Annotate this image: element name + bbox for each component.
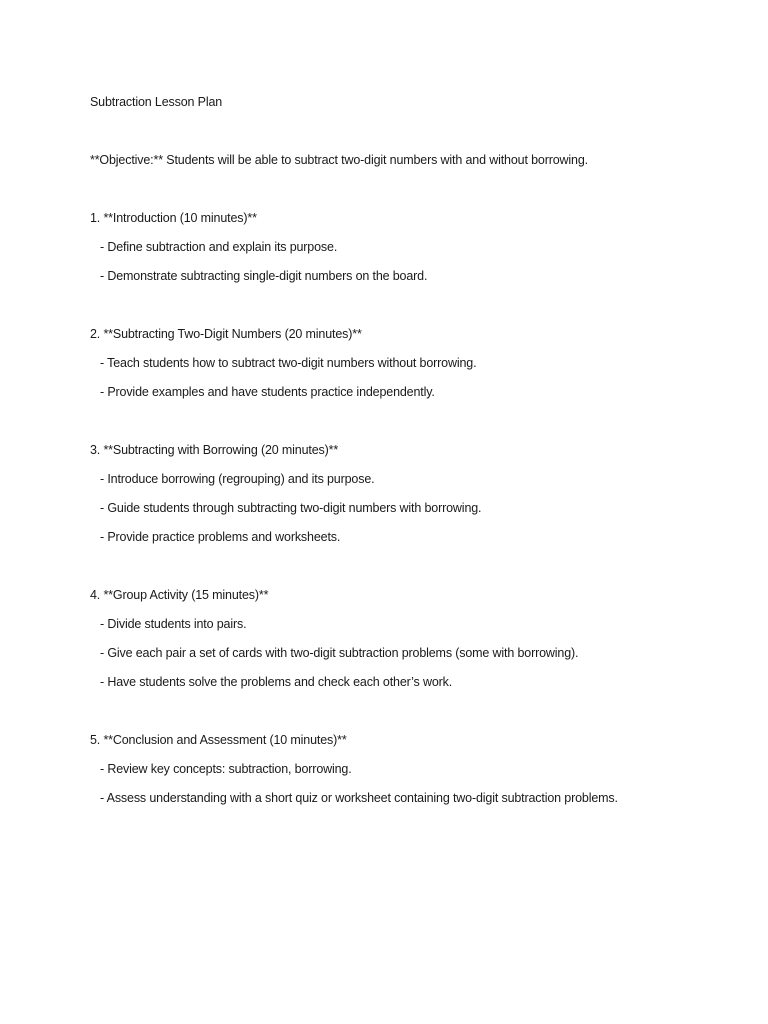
spacer xyxy=(90,413,730,442)
list-item: - Provide examples and have students practice independently. xyxy=(100,385,435,399)
list-item: - Assess understanding with a short quiz or worksheet containing two-digit subtraction problems. xyxy=(100,791,618,805)
section-two-digit xyxy=(90,326,730,413)
section-heading: 5. **Conclusion and Assessment (10 minutes)** xyxy=(90,733,347,747)
list-item: - Guide students through subtracting two-digit numbers with borrowing. xyxy=(100,501,482,515)
list-item: - Divide students into pairs. xyxy=(100,617,247,631)
list-item: - Define subtraction and explain its purpose. xyxy=(100,240,338,254)
list-item: - Introduce borrowing (regrouping) and its purpose. xyxy=(100,472,375,486)
section-heading: 1. **Introduction (10 minutes)** xyxy=(90,211,257,225)
spacer xyxy=(90,297,730,326)
spacer xyxy=(90,558,730,587)
section-heading: 3. **Subtracting with Borrowing (20 minutes)** xyxy=(90,443,339,457)
document-title: Subtraction Lesson Plan xyxy=(90,95,223,109)
section-heading: 4. **Group Activity (15 minutes)** xyxy=(90,588,269,602)
list-item: - Review key concepts: subtraction, borrowing. xyxy=(100,762,352,776)
section-borrowing xyxy=(90,442,730,558)
list-item: - Teach students how to subtract two-digit numbers without borrowing. xyxy=(100,356,477,370)
spacer xyxy=(90,181,730,210)
list-item: - Give each pair a set of cards with two-digit subtraction problems (some with borrowing). xyxy=(100,646,579,660)
document-page xyxy=(90,94,730,819)
section-introduction xyxy=(90,210,730,297)
objective-text: **Objective:** Students will be able to subtract two-digit numbers with and without borrowing. xyxy=(90,153,588,167)
section-heading: 2. **Subtracting Two-Digit Numbers (20 minutes)** xyxy=(90,327,362,341)
section-group-activity xyxy=(90,587,730,703)
spacer xyxy=(90,123,730,152)
section-conclusion xyxy=(90,732,730,819)
list-item: - Have students solve the problems and check each other’s work. xyxy=(100,675,453,689)
list-item: - Provide practice problems and worksheets. xyxy=(100,530,341,544)
spacer xyxy=(90,703,730,732)
list-item: - Demonstrate subtracting single-digit numbers on the board. xyxy=(100,269,428,283)
